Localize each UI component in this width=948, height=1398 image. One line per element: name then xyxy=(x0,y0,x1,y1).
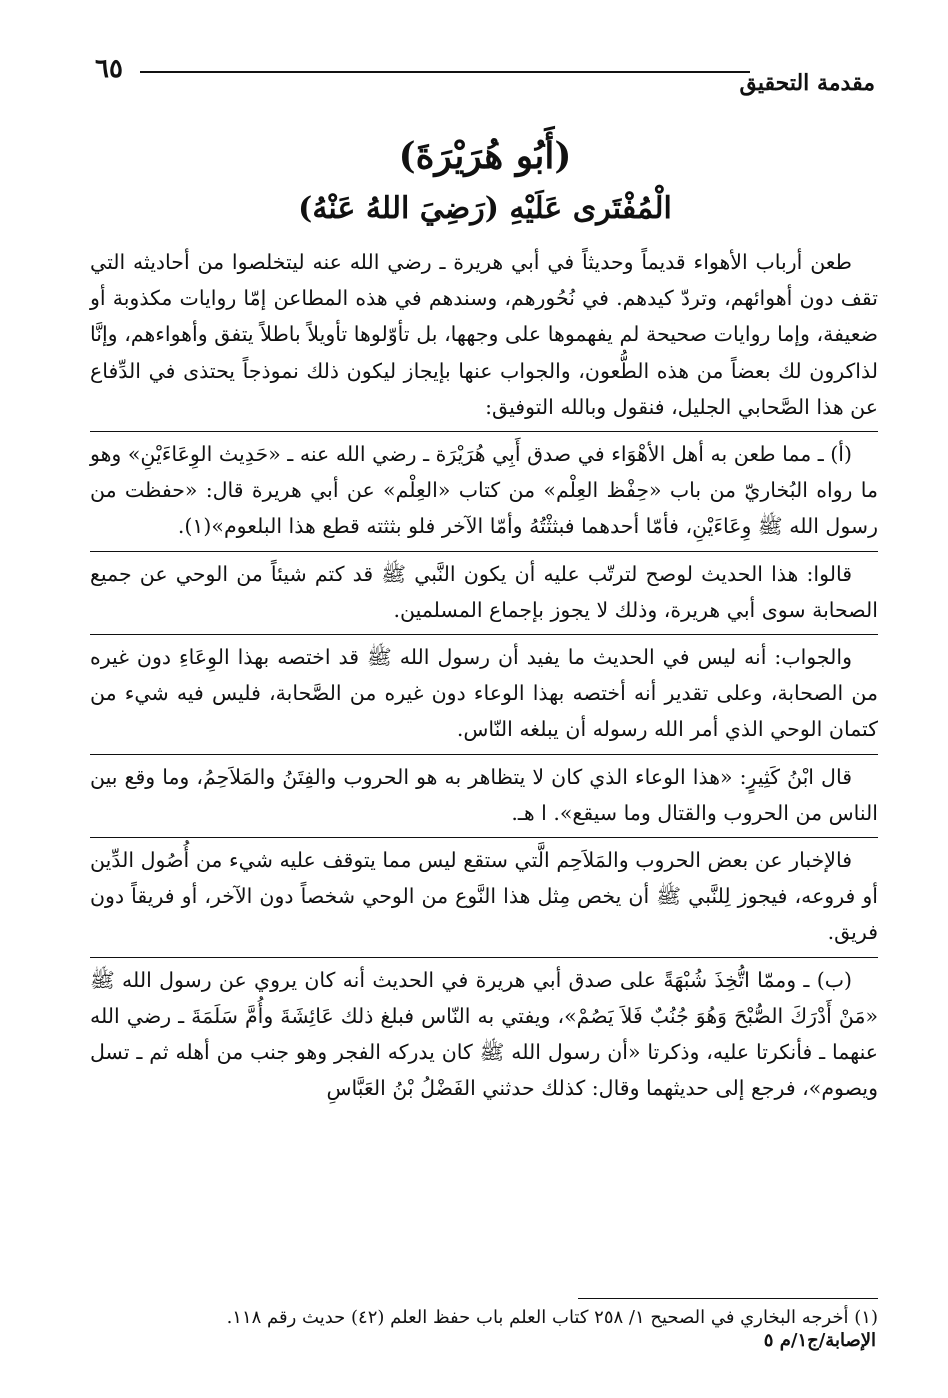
paragraph-objection: قالوا: هذا الحديث لوصح لترتّب عليه أن يكون النَّبي ﷺ قد كتم شيئاً من الوحي عن جميع الصحابة سوى أبي هريرة، وذلك لا يجوز بإجماع المسلمين. xyxy=(90,551,878,628)
footnote-rule xyxy=(578,1298,878,1299)
footnote: (١) أخرجه البخاري في الصحيح ١/ ٢٥٨ كتاب العلم باب حفظ العلم (٤٢) حديث رقم ١١٨. xyxy=(226,1307,878,1328)
paragraph-conclusion: فالإخبار عن بعض الحروب والمَلاَحِم الَّتي ستقع ليس مما يتوقف عليه شيء من أُصُول الدِّين أو فروعه، فيجوز لِلنَّبي ﷺ أن يخص مِثل هذا النَّوع من الوحي شخصاً دون الآخر، أو فريقاً دون فريق. xyxy=(90,837,878,951)
title-block xyxy=(95,128,875,234)
paragraph-b: (ب) ـ وممّا اتُّخِذَ شُبْهَةً على صدق أبي هريرة في الحديث أنه كان يروي عن رسول الله ﷺ «مَنْ أَدْرَكَ الصُّبْحَ وَهُوَ جُنُبٌ فَلاَ يَصُمْ»، ويفتي به النّاس فبلغ ذلك عَائِشَةَ وأُمَّ سَلَمَةَ ـ رضي الله عنهما ـ فأنكرتا عليه، وذكرتا «أن رسول الله ﷺ كان يدركه الفجر وهو جنب من أهله ثم ـ تسل ويصوم»، فرجع إلى حديثهما وقال: كذلك حدثني الفَضْلُ بْنُ العَبَّاسِ xyxy=(90,957,878,1107)
paragraph-intro: طعن أرباب الأهواء قديماً وحديثاً في أبي هريرة ـ رضي الله عنه ليتخلصوا من أحاديثه التي تقف دون أهوائهم، وتردّ كيدهم. في نُحُورهم، وسندهم في هذه المطاعن إمّا روايات مكذوبة أو ضعيفة، وإما روايات صحيحة لم يفهموها على وجهها، بل تأوّلوها تأويلاً باطلاً يتفق وأهواءهم، وإنَّا لذاكرون لك بعضاً من هذه الطُّعون، والجواب عنها بإيجاز ليكون ذلك نموذجاً يحتذى في الدِّفاع عن هذا الصَّحابي الجليل، فنقول وبالله التوفيق: xyxy=(90,250,878,419)
header-rule xyxy=(140,71,750,73)
main-title: (أَبُو هُرَيْرَةَ) xyxy=(398,135,572,177)
signature-mark: الإصابة/ج١/م ٥ xyxy=(763,1330,876,1351)
body-text xyxy=(90,244,878,1112)
running-title: مقدمة التحقيق xyxy=(739,70,875,96)
paragraph-ibn-kathir: قال ابْنُ كَثِيرٍ: «هذا الوعاء الذي كان لا يتظاهر به هو الحروب والفِتَنُ والمَلاَحِمُ، وما وقع بين الناس من الحروب والقتال وما سيقع». ا هـ. xyxy=(90,754,878,831)
paragraph-answer: والجواب: أنه ليس في الحديث ما يفيد أن رسول الله ﷺ قد اختصه بهذا الوِعَاءِ دون غيره من الصحابة، وعلى تقدير أنه أختصه بهذا الوعاء دون غيره من الصَّحابة، فليس فيه شيء من كتمان الوحي الذي أمر الله رسوله أن يبلغه النّاس. xyxy=(90,634,878,748)
sub-title: الْمُفْتَرى عَلَيْهِ (رَضِيَ اللهُ عَنْهُ) xyxy=(298,191,672,226)
page-number: ٦٥ xyxy=(95,54,123,84)
paragraph-a: (أ) ـ مما طعن به أهل الأهْوَاء في صدق أَبِي هُرَيْرَة ـ رضي الله عنه ـ «حَدِيث الوِعَاءَيْنِ» وهو ما رواه البُخاريّ من باب «حِفْظ العِلْم» من كتاب «العِلْم» عن أبي هريرة قال: «حفظت من رسول الله ﷺ وِعَاءَيْنِ، فأمّا أحدهما فبثثْتُهُ وأمّا الآخر فلو بثثته قطع هذا البلعوم»(١). xyxy=(90,431,878,545)
page-header xyxy=(95,50,875,100)
